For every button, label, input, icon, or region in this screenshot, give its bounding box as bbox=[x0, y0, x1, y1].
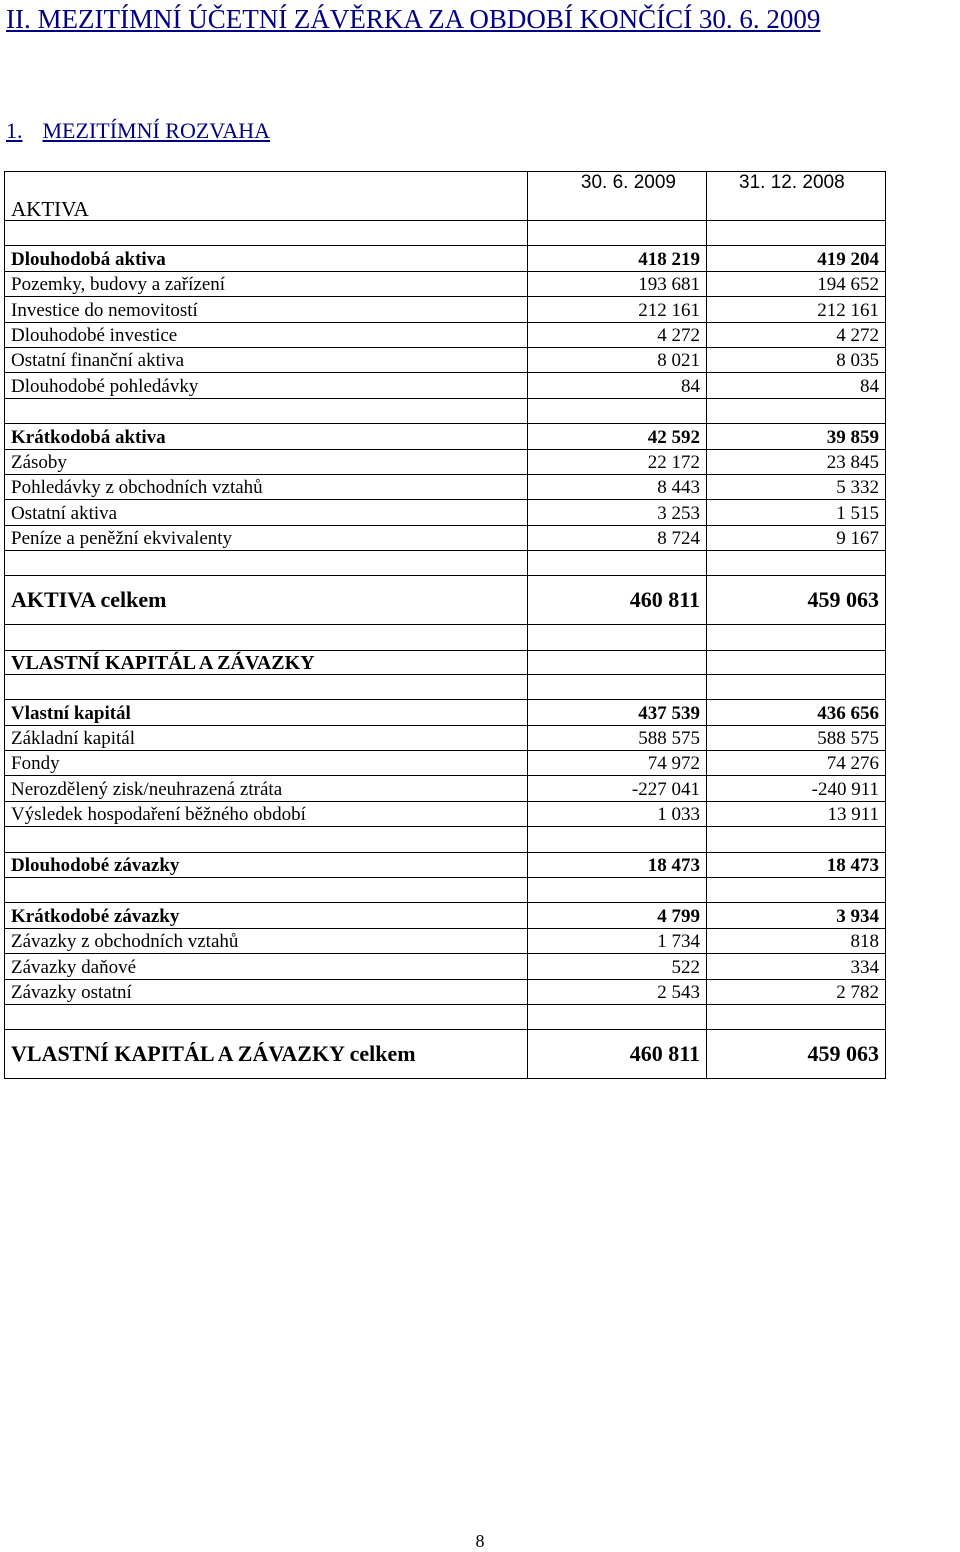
section-number: 1. bbox=[6, 118, 23, 143]
value-current: 8 443 bbox=[528, 474, 707, 499]
table-row bbox=[5, 801, 886, 826]
header-row bbox=[5, 172, 886, 197]
table-row bbox=[5, 525, 886, 550]
table-row bbox=[5, 500, 886, 525]
table-row bbox=[5, 347, 886, 372]
value-previous: 818 bbox=[707, 928, 886, 953]
row-label: Dlouhodobá aktiva bbox=[5, 246, 528, 271]
value-current: 2 543 bbox=[528, 979, 707, 1004]
value-current: 74 972 bbox=[528, 751, 707, 776]
row-label: Krátkodobé závazky bbox=[5, 903, 528, 928]
value-previous: 194 652 bbox=[707, 271, 886, 296]
row-label: Dlouhodobé investice bbox=[5, 322, 528, 347]
value-previous: -240 911 bbox=[707, 776, 886, 801]
table-row bbox=[5, 271, 886, 296]
empty-row bbox=[5, 1004, 886, 1029]
value-current: 437 539 bbox=[528, 700, 707, 725]
value-previous: 18 473 bbox=[707, 852, 886, 877]
row-label: Základní kapitál bbox=[5, 725, 528, 750]
row-label: AKTIVA celkem bbox=[5, 576, 528, 625]
value-current: 193 681 bbox=[528, 271, 707, 296]
row-label: VLASTNÍ KAPITÁL A ZÁVAZKY celkem bbox=[5, 1030, 528, 1079]
table-row bbox=[5, 928, 886, 953]
row-label: Dlouhodobé pohledávky bbox=[5, 373, 528, 398]
value-previous: 436 656 bbox=[707, 700, 886, 725]
row-label: Investice do nemovitostí bbox=[5, 297, 528, 322]
value-previous: 3 934 bbox=[707, 903, 886, 928]
table-row bbox=[5, 979, 886, 1004]
value-current: 8 021 bbox=[528, 347, 707, 372]
empty-row bbox=[5, 551, 886, 576]
table-row bbox=[5, 852, 886, 877]
empty-row bbox=[5, 221, 886, 246]
value-current: 22 172 bbox=[528, 449, 707, 474]
value-previous: 5 332 bbox=[707, 474, 886, 499]
empty-row bbox=[5, 827, 886, 852]
row-label: Závazky ostatní bbox=[5, 979, 528, 1004]
value-current: 84 bbox=[528, 373, 707, 398]
empty-row bbox=[5, 398, 886, 423]
row-label: Zásoby bbox=[5, 449, 528, 474]
table-row bbox=[5, 725, 886, 750]
value-previous: 419 204 bbox=[707, 246, 886, 271]
row-label: Ostatní aktiva bbox=[5, 500, 528, 525]
row-label: Výsledek hospodaření běžného období bbox=[5, 801, 528, 826]
value-previous: 4 272 bbox=[707, 322, 886, 347]
section-title: MEZITÍMNÍ ROZVAHA bbox=[42, 118, 271, 143]
section-heading-row bbox=[5, 650, 886, 674]
table-row bbox=[5, 246, 886, 271]
row-label: Krátkodobá aktiva bbox=[5, 424, 528, 449]
row-label: Závazky daňové bbox=[5, 954, 528, 979]
value-current: 212 161 bbox=[528, 297, 707, 322]
table-row bbox=[5, 700, 886, 725]
value-previous: 74 276 bbox=[707, 751, 886, 776]
value-previous: 1 515 bbox=[707, 500, 886, 525]
column-header-previous: 31. 12. 2008 bbox=[707, 172, 886, 197]
row-label: Závazky z obchodních vztahů bbox=[5, 928, 528, 953]
value-previous: 212 161 bbox=[707, 297, 886, 322]
table-row bbox=[5, 751, 886, 776]
value-previous: 23 845 bbox=[707, 449, 886, 474]
column-header-current: 30. 6. 2009 bbox=[528, 172, 707, 197]
value-current: 4 272 bbox=[528, 322, 707, 347]
value-current: 8 724 bbox=[528, 525, 707, 550]
value-current: 3 253 bbox=[528, 500, 707, 525]
table-row bbox=[5, 474, 886, 499]
row-label: Pohledávky z obchodních vztahů bbox=[5, 474, 528, 499]
row-label: Fondy bbox=[5, 751, 528, 776]
document-title: II. MEZITÍMNÍ ÚČETNÍ ZÁVĚRKA ZA OBDOBÍ KONČÍCÍ 30. 6. 2009 bbox=[6, 4, 821, 34]
value-current: 1 734 bbox=[528, 928, 707, 953]
value-current: 1 033 bbox=[528, 801, 707, 826]
table-row bbox=[5, 776, 886, 801]
row-label: VLASTNÍ KAPITÁL A ZÁVAZKY bbox=[5, 650, 528, 674]
value-previous: 84 bbox=[707, 373, 886, 398]
table-row bbox=[5, 424, 886, 449]
row-label: Peníze a peněžní ekvivalenty bbox=[5, 525, 528, 550]
row-label: Vlastní kapitál bbox=[5, 700, 528, 725]
value-current: 460 811 bbox=[528, 576, 707, 625]
table-row bbox=[5, 903, 886, 928]
value-previous: 39 859 bbox=[707, 424, 886, 449]
balance-sheet-table bbox=[4, 171, 886, 1079]
aktiva-heading: AKTIVA bbox=[5, 196, 528, 221]
value-current: 4 799 bbox=[528, 903, 707, 928]
value-current: 588 575 bbox=[528, 725, 707, 750]
aktiva-heading-row bbox=[5, 196, 886, 221]
value-previous: 459 063 bbox=[707, 576, 886, 625]
value-previous: 334 bbox=[707, 954, 886, 979]
page-number: 8 bbox=[475, 1531, 485, 1551]
value-previous: 2 782 bbox=[707, 979, 886, 1004]
value-current: 522 bbox=[528, 954, 707, 979]
row-label: Ostatní finanční aktiva bbox=[5, 347, 528, 372]
row-label: Nerozdělený zisk/neuhrazená ztráta bbox=[5, 776, 528, 801]
empty-row bbox=[5, 877, 886, 902]
table-row bbox=[5, 373, 886, 398]
empty-row bbox=[5, 674, 886, 699]
row-label: Dlouhodobé závazky bbox=[5, 852, 528, 877]
value-previous: 13 911 bbox=[707, 801, 886, 826]
value-current: -227 041 bbox=[528, 776, 707, 801]
value-current: 460 811 bbox=[528, 1030, 707, 1079]
table-row bbox=[5, 322, 886, 347]
value-previous: 8 035 bbox=[707, 347, 886, 372]
table-row bbox=[5, 449, 886, 474]
section-heading bbox=[6, 118, 270, 144]
value-previous: 588 575 bbox=[707, 725, 886, 750]
value-current: 42 592 bbox=[528, 424, 707, 449]
empty-row bbox=[5, 625, 886, 650]
total-row bbox=[5, 1030, 886, 1079]
value-current: 18 473 bbox=[528, 852, 707, 877]
total-row bbox=[5, 576, 886, 625]
value-previous: 459 063 bbox=[707, 1030, 886, 1079]
table-row bbox=[5, 297, 886, 322]
value-current: 418 219 bbox=[528, 246, 707, 271]
value-previous: 9 167 bbox=[707, 525, 886, 550]
table-row bbox=[5, 954, 886, 979]
row-label: Pozemky, budovy a zařízení bbox=[5, 271, 528, 296]
